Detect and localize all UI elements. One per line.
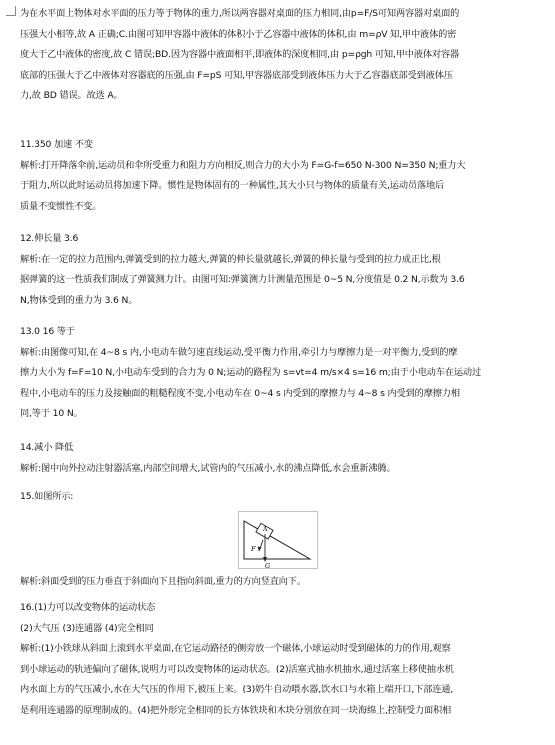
label-F: F bbox=[251, 545, 256, 553]
answer-line: 11.350 加速 不变 bbox=[20, 139, 93, 150]
text-line: 压强大小相等,故 A 正确;C.由图可知甲容器中液体的体积小于乙容器中液体的体积,由 m=ρV 知,甲中液体的密 bbox=[20, 28, 457, 40]
analysis-line: 解析:(1)小铁球从斜面上滚到水平桌面,在它运动路径的侧旁放一个磁体,小球运动时受到磁体的力的作用,观察 bbox=[20, 643, 451, 654]
answer-line: 15.如图所示: bbox=[20, 491, 74, 502]
answer-line: 12.伸长量 3.6 bbox=[20, 233, 79, 244]
incline-force-diagram bbox=[238, 511, 318, 569]
analysis-line: 据弹簧的这一性质我们制成了弹簧测力计。由图可知:弹簧测力计测量范围是 0~5 N,分度值是 0.2 N,示数为 3.6 bbox=[20, 274, 465, 285]
incline-triangle bbox=[244, 521, 310, 559]
analysis-line: 解析:由图像可知,在 4~8 s 内,小电动车做匀速直线运动,受平衡力作用,牵引力与摩擦力是一对平衡力,受到的摩 bbox=[20, 346, 458, 358]
answer-line: 14.减小 降低 bbox=[20, 442, 74, 453]
analysis-line: 擦力大小为 f=F=10 N,小电动车受到的合力为 0 N;运动的路程为 s=vt=4 m/s×4 s=16 m;由于小电动车在运动过 bbox=[20, 367, 482, 378]
analysis-line: 解析:斜面受到的压力垂直于斜面向下且指向斜面,重力的方向竖直向下。 bbox=[20, 576, 306, 587]
question-14 bbox=[20, 438, 540, 479]
answer-line: 16.(1)力可以改变物体的运动状态 bbox=[20, 602, 156, 613]
question-16 bbox=[20, 598, 540, 721]
analysis-line: 解析:图中向外拉动注射器活塞,内部空间增大,试管内的气压减小,水的沸点降低,水会重新沸腾。 bbox=[20, 462, 396, 474]
label-A: A bbox=[263, 526, 268, 533]
text-line: 力,故 BD 错误。故选 A。 bbox=[20, 90, 123, 101]
text-line: 底部的压强大于乙中液体对容器底的压强,由 F=pS 可知,甲容器底部受到液体压力大于乙容器底部受到液体压 bbox=[20, 69, 453, 81]
analysis-line: 质量不变惯性不变。 bbox=[20, 200, 102, 212]
analysis-line: 于阻力,所以此时运动员将加速下降。惯性是物体固有的一种属性,其大小只与物体的质量有关,运动员落地后 bbox=[20, 180, 445, 191]
analysis-line: 解析:打开降落伞前,运动员和伞所受重力和阻力方向相反,则合力的大小为 F=G-f=650 N-300 N=350 N;重力大 bbox=[20, 159, 466, 171]
question-15 bbox=[20, 487, 540, 508]
question-12 bbox=[20, 229, 540, 311]
analysis-line: 是利用连通器的原理制成的。(4)把外形完全相同的长方体铁块和木块分别放在同一块海绵上,控制受力面积相 bbox=[20, 704, 452, 716]
question-11 bbox=[20, 135, 540, 217]
question-13 bbox=[20, 322, 540, 425]
text-line: 度大于乙中液体的密度,故 C 错误;BD.因为容器中液面相平,即液体的深度相同,由 p=ρgh 可知,甲中液体对容器 bbox=[20, 49, 459, 60]
analysis-line: 内水面上方的气压减小,水在大气压的作用下,被压上来。(3)奶牛自动喂水器,饮水口与水箱上端开口,下部连通, bbox=[20, 684, 454, 695]
page-corner-mark bbox=[6, 6, 16, 16]
label-G: G bbox=[265, 562, 271, 569]
text-line: 为在水平面上物体对水平面的压力等于物体的重力,所以两容器对桌面的压力相同,由p=F/S可知两容器对桌面的 bbox=[20, 8, 460, 19]
analysis-line: N,物体受到的重力为 3.6 N。 bbox=[20, 294, 138, 306]
analysis-line: 解析:在一定的拉力范围内,弹簧受到的拉力越大,弹簧的伸长量就越长,弹簧的伸长量与受到的拉力成正比,根 bbox=[20, 253, 441, 265]
answer-line: (2)大气压 (3)连通器 (4)完全相同 bbox=[20, 622, 154, 634]
intro-paragraph bbox=[20, 4, 540, 107]
answer-line: 13.0 16 等于 bbox=[20, 326, 75, 337]
question-15-analysis bbox=[20, 572, 540, 593]
analysis-line: 同,等于 10 N。 bbox=[20, 408, 83, 419]
analysis-line: 到小球运动的轨迹偏向了磁体,说明力可以改变物体的运动状态。(2)活塞式抽水机抽水,通过活塞上移使抽水机 bbox=[20, 663, 454, 675]
analysis-line: 程中,小电动车的压力及接触面的粗糙程度不变,小电动车在 0~4 s 内受到的摩擦力与 4~8 s 内受到的摩擦力相 bbox=[20, 387, 460, 399]
